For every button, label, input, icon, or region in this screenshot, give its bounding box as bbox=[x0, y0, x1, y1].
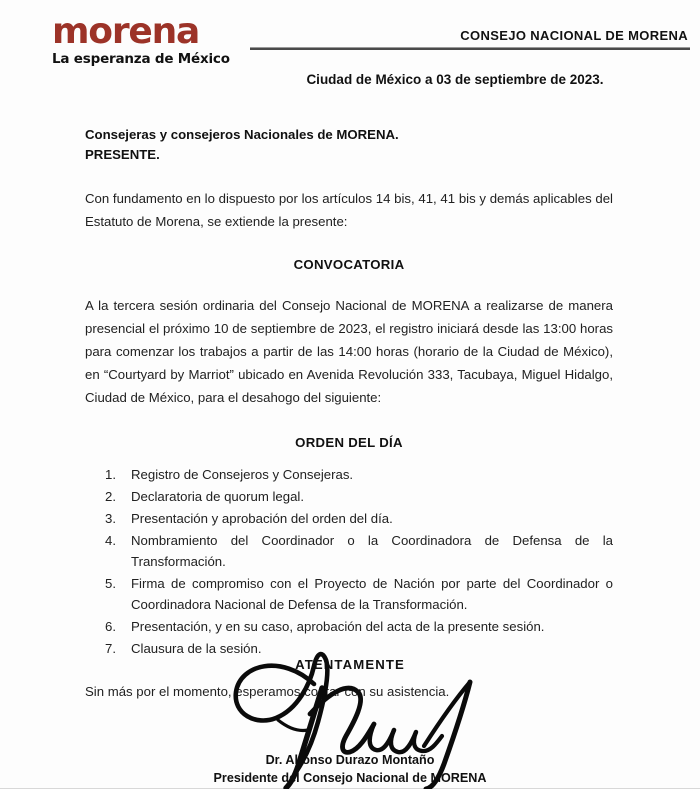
signer-name: Dr. Alfonso Durazo Montaño bbox=[265, 753, 435, 767]
atentamente-label: ATENTAMENTE bbox=[295, 657, 405, 672]
addressee-block bbox=[85, 125, 613, 165]
agenda-item: Clausura de la sesión. bbox=[131, 641, 262, 656]
convocatoria-heading: CONVOCATORIA bbox=[293, 257, 405, 272]
closing-paragraph: Sin más por el momento, esperamos contar con su asistencia. bbox=[85, 684, 450, 699]
signer-role: Presidente del Consejo Nacional de MORENA bbox=[213, 771, 487, 785]
addressee-line-2: PRESENTE. bbox=[85, 147, 160, 162]
brand-tagline: La esperanza de México bbox=[52, 51, 230, 67]
document-body bbox=[85, 125, 613, 715]
header-divider-rule bbox=[250, 47, 690, 50]
header-organization-title: CONSEJO NACIONAL DE MORENA bbox=[460, 28, 688, 43]
agenda-item: Presentación, y en su caso, aprobación del acta de la presente sesión. bbox=[131, 619, 545, 634]
document-header bbox=[0, 0, 700, 67]
agenda-item: Firma de compromiso con el Proyecto de Nación por parte del Coordinador o Coordinadora Nacional de Defensa de la Transformación. bbox=[131, 576, 613, 612]
dateline: Ciudad de México a 03 de septiembre de 2023. bbox=[306, 72, 604, 87]
agenda-list bbox=[85, 464, 613, 659]
intro-paragraph: Con fundamento en lo dispuesto por los artículos 14 bis, 41, 41 bis y demás aplicables del Estatuto de Morena, se extiende la presente: bbox=[85, 191, 613, 229]
agenda-item: Declaratoria de quorum legal. bbox=[131, 489, 304, 504]
agenda-item: Registro de Consejeros y Consejeras. bbox=[131, 467, 354, 482]
brand-wordmark: morena bbox=[52, 11, 200, 52]
signature-block bbox=[0, 648, 700, 789]
addressee-line-1: Consejeras y consejeros Nacionales de MORENA. bbox=[85, 127, 399, 142]
agenda-item: Presentación y aprobación del orden del día. bbox=[131, 511, 393, 526]
morena-logo bbox=[52, 11, 252, 67]
orden-del-dia-heading: ORDEN DEL DÍA bbox=[295, 435, 403, 450]
session-details-paragraph: A la tercera sesión ordinaria del Consejo Nacional de MORENA a realizarse de manera presencial el próximo 10 de septiembre de 2023, el registro iniciará desde las 13:00 horas para comenzar los trabajos a partir de las 14:00 horas (horario de la Ciudad de México), en “Courtyard by Marriot” ubicado en Avenida Revolución 333, Tacubaya, Miguel Hidalgo, Ciudad de México, para el desahogo del siguiente: bbox=[85, 298, 613, 405]
agenda-item: Nombramiento del Coordinador o la Coordinadora de Defensa de la Transformación. bbox=[131, 533, 613, 569]
